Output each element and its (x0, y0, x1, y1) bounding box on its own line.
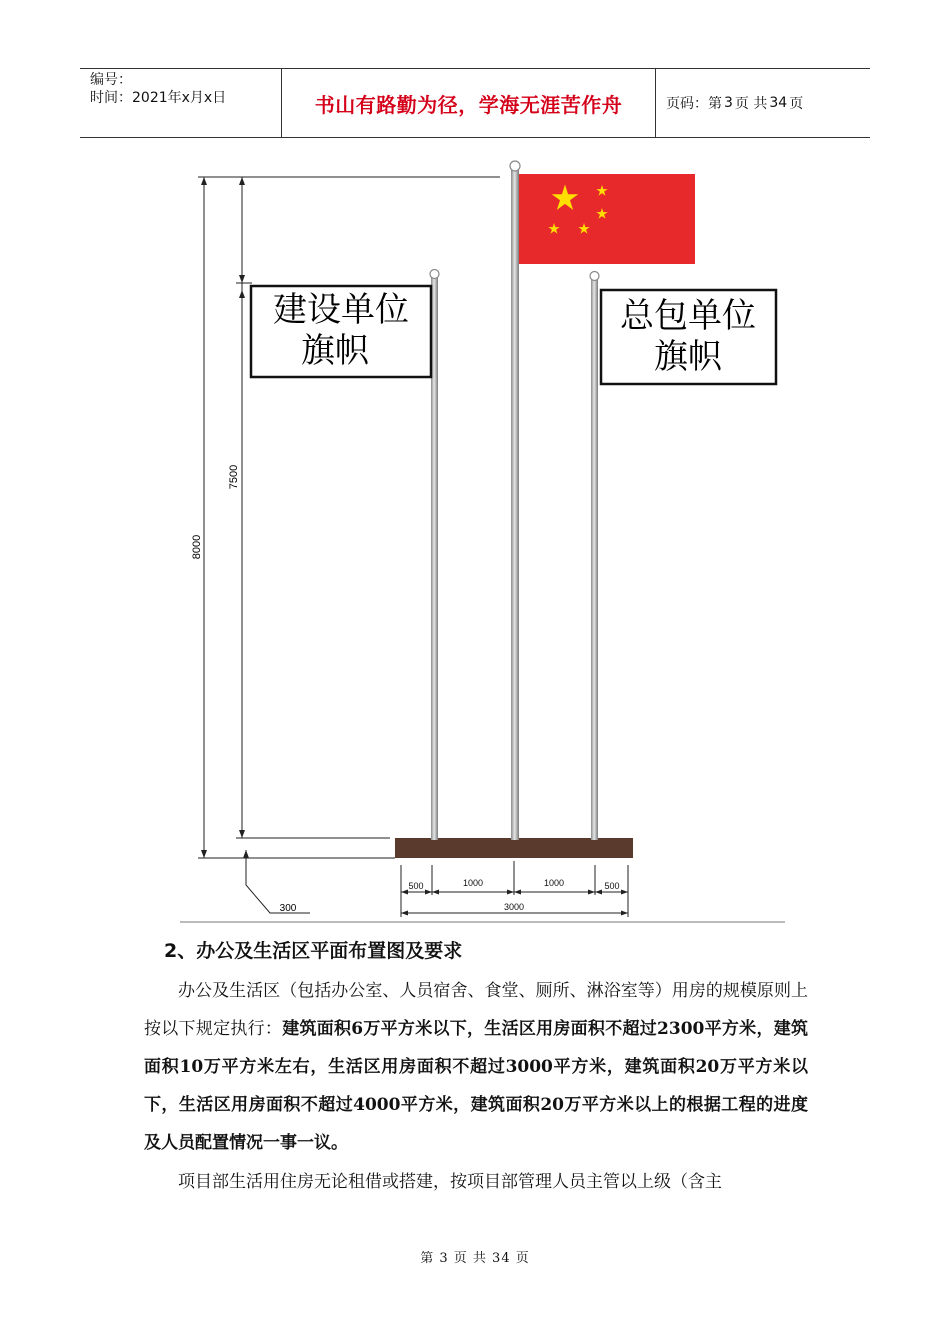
header-meta (80, 69, 282, 137)
dim-spacing-3-label: 1000 (543, 878, 565, 888)
header-motto: 书山有路勤为径，学海无涯苦作舟 (282, 69, 656, 137)
paragraph-office-area-rules: 建筑面积6万平方米以下，生活区用房面积不超过2300平方米，建筑面积10万平方米左右，生活区用房面积不超过3000平方米，建筑面积20万平方米以下，生活区用房面积不超过4000平方米，建筑面积20万平方米以上的根据工程的进度及人员配置情况一事一议。 (144, 1019, 808, 1153)
developer-flag (251, 286, 431, 377)
page-header (80, 68, 870, 138)
page-suffix: 页 (789, 96, 804, 112)
dim-spacing-2-label: 1000 (462, 878, 484, 888)
page-footer: 第 3 页 共 34 页 (420, 1251, 530, 1266)
flagpole-base (395, 838, 633, 858)
paragraph-office-area (144, 972, 808, 1162)
dim-base-offset-label: 300 (279, 903, 297, 914)
national-flag (519, 174, 695, 264)
developer-flag-line2: 旗帜 (301, 331, 369, 371)
dim-total-height-label: 8000 (191, 534, 203, 560)
page-current: 3 (724, 95, 733, 111)
dim-spacing-4-label: 500 (604, 881, 620, 891)
contractor-flag-line2: 旗帜 (654, 337, 722, 377)
page-mid: 页 共 (734, 96, 768, 112)
paragraph-housing-text: 项目部生活用住房无论租借或搭建，按项目部管理人员主管以上级（含主 (178, 1172, 722, 1192)
contractor-flag-line1: 总包单位 (620, 296, 756, 336)
paragraph-office-area-intro: 办公及生活区（包括办公室、人员宿舍、食堂、厕所、淋浴室等）用房的规模原则上按以下规定执行： (144, 981, 808, 1039)
dim-total-width-label: 3000 (503, 902, 525, 912)
flagpole-center (510, 161, 520, 840)
dim-pole-height-label: 7500 (228, 464, 240, 490)
page-total: 34 (769, 95, 788, 111)
page-prefix: 页码：第 (666, 96, 722, 112)
contractor-flag (601, 290, 776, 384)
doc-time-label: 时间：2021年x月x日 (90, 90, 227, 106)
header-page-info (656, 69, 870, 137)
paragraph-housing (144, 1163, 808, 1201)
developer-flag-line1: 建设单位 (273, 290, 409, 330)
dim-spacing-1-label: 500 (408, 881, 424, 891)
section-title: 2、办公及生活区平面布置图及要求 (164, 940, 463, 962)
flagpole-diagram (180, 155, 785, 925)
doc-number-label: 编号： (90, 72, 132, 88)
flagpole-right (590, 272, 599, 841)
